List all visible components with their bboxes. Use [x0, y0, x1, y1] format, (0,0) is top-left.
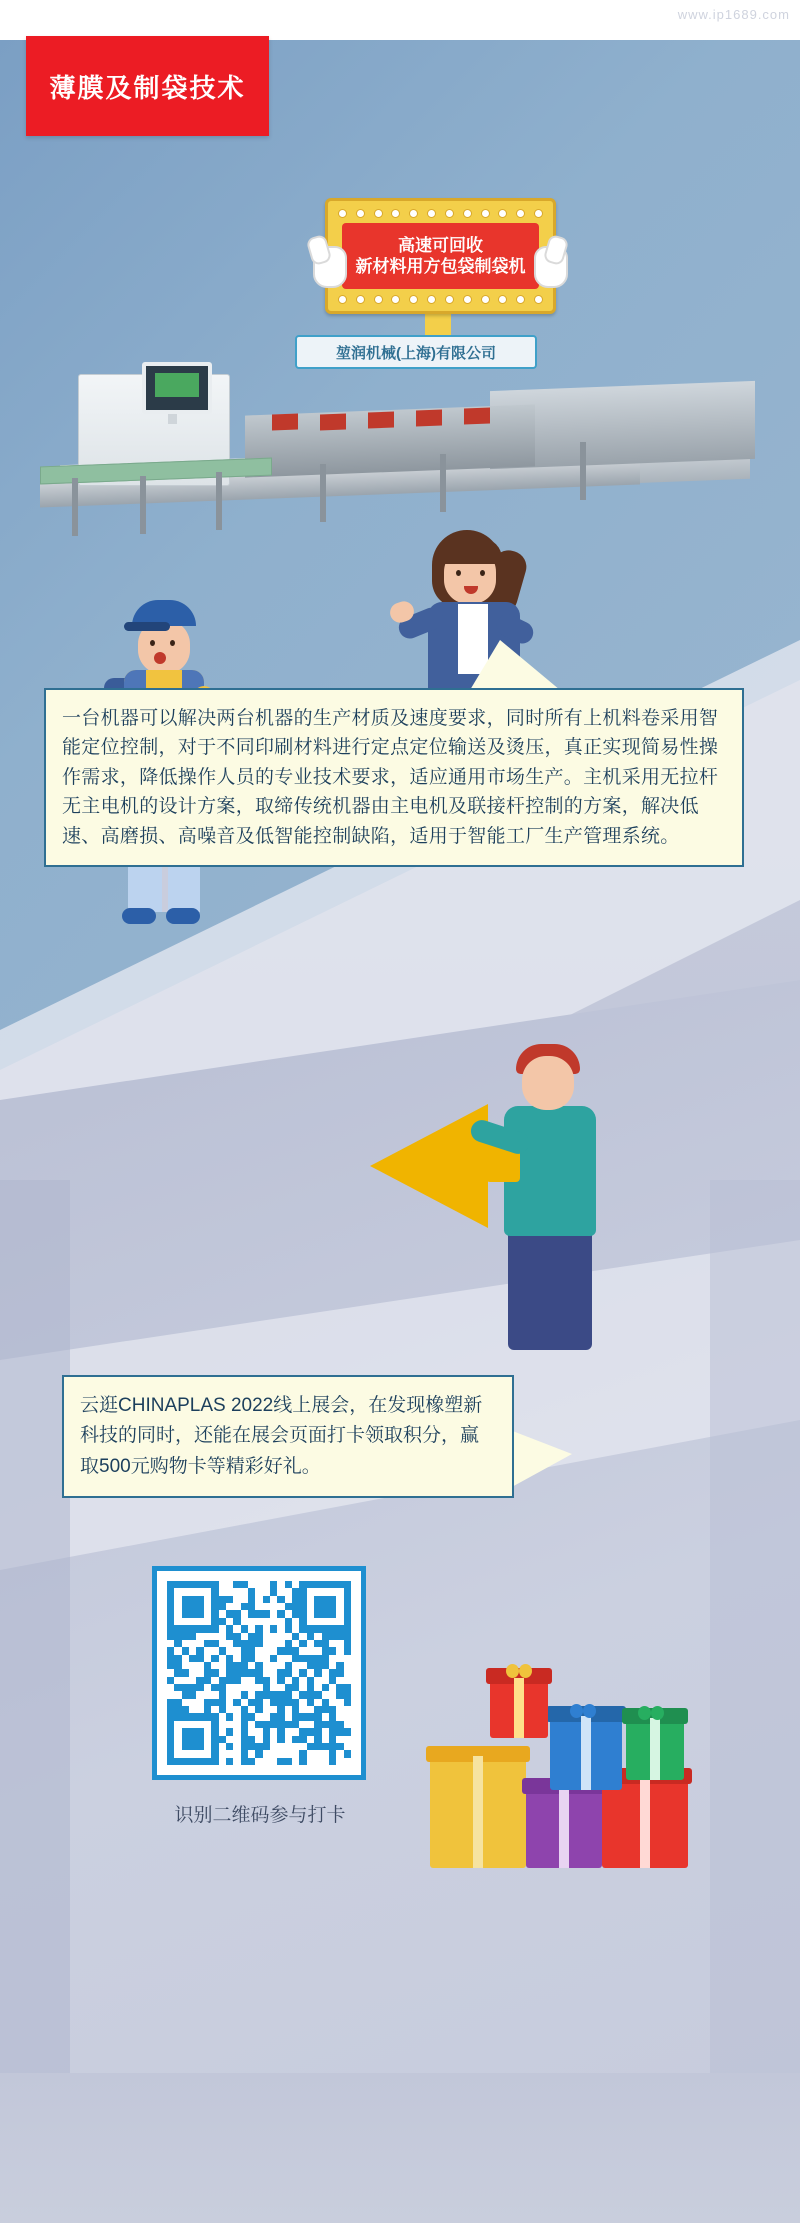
gift-box [550, 1716, 622, 1790]
banner-dots-bottom [338, 295, 543, 303]
company-name-tag [295, 335, 537, 369]
gift-box [602, 1778, 688, 1868]
hand-left-icon [307, 232, 347, 288]
qr-caption: 识别二维码参与打卡 [174, 1805, 346, 1826]
bow-icon [638, 1706, 664, 1720]
page-title [26, 36, 269, 136]
gift-box [526, 1788, 602, 1868]
background-bottom-strip [0, 2073, 800, 2223]
qr-matrix [167, 1581, 351, 1765]
bow-icon [506, 1664, 532, 1678]
machine-leg [72, 478, 78, 536]
product-banner [325, 198, 550, 358]
watermark-text: www.ip1689.com [677, 7, 790, 22]
speech-tail [470, 640, 560, 690]
banner-frame [325, 198, 556, 314]
machine-red-unit [320, 414, 346, 431]
banner-dots-top [338, 209, 543, 217]
bow-icon [570, 1704, 596, 1718]
banner-line-1: 高速可回收 [398, 235, 483, 255]
machine-red-unit [272, 414, 298, 431]
megaphone-icon [370, 1104, 488, 1228]
background-left-column [0, 1180, 70, 2223]
promo-tail [510, 1430, 572, 1488]
qr-code[interactable] [152, 1566, 366, 1780]
machine-hmi-screen [142, 362, 212, 414]
hand-right-icon [528, 232, 568, 288]
machine-leg [440, 454, 446, 512]
gift-box [430, 1756, 526, 1868]
gift-box [626, 1718, 684, 1780]
machine-leg [580, 442, 586, 500]
machine-leg [140, 476, 146, 534]
machine-red-unit [416, 410, 442, 427]
product-description-text: 一台机器可以解决两台机器的生产材质及速度要求，同时所有上机料卷采用智能定位控制，对于不同印刷材料进行定点定位输送及烫压，真正实现简易性操作需求，降低操作人员的专业技术要求，适应通用市场生产。主机采用无拉杆无主电机的设计方案，取缔传统机器由主电机及联接杆控制的方案，解决低速、高磨损、高噪音及低智能控制缺陷，适用于智能工厂生产管理系统。 [62, 708, 719, 847]
company-name-text: 堃润机械(上海)有限公司 [336, 344, 496, 362]
gift-box [490, 1678, 548, 1738]
machine-red-unit [464, 408, 490, 425]
promo-text: 云逛CHINAPLAS 2022线上展会，在发现橡塑新科技的同时，还能在展会页面打卡领取积分，赢取500元购物卡等精彩好礼。 [80, 1395, 483, 1477]
machine-illustration [20, 352, 765, 537]
page-title-text: 薄膜及制袋技术 [49, 72, 246, 103]
banner-line-2: 新材料用方包袋制袋机 [355, 257, 526, 276]
banner-label [342, 223, 539, 289]
machine-leg [320, 464, 326, 522]
gift-illustration [430, 1660, 740, 1880]
promo-bubble [62, 1375, 514, 1498]
product-description-bubble [44, 688, 744, 867]
machine-leg [216, 472, 222, 530]
machine-red-unit [368, 412, 394, 429]
character-announcer [430, 1040, 660, 1370]
